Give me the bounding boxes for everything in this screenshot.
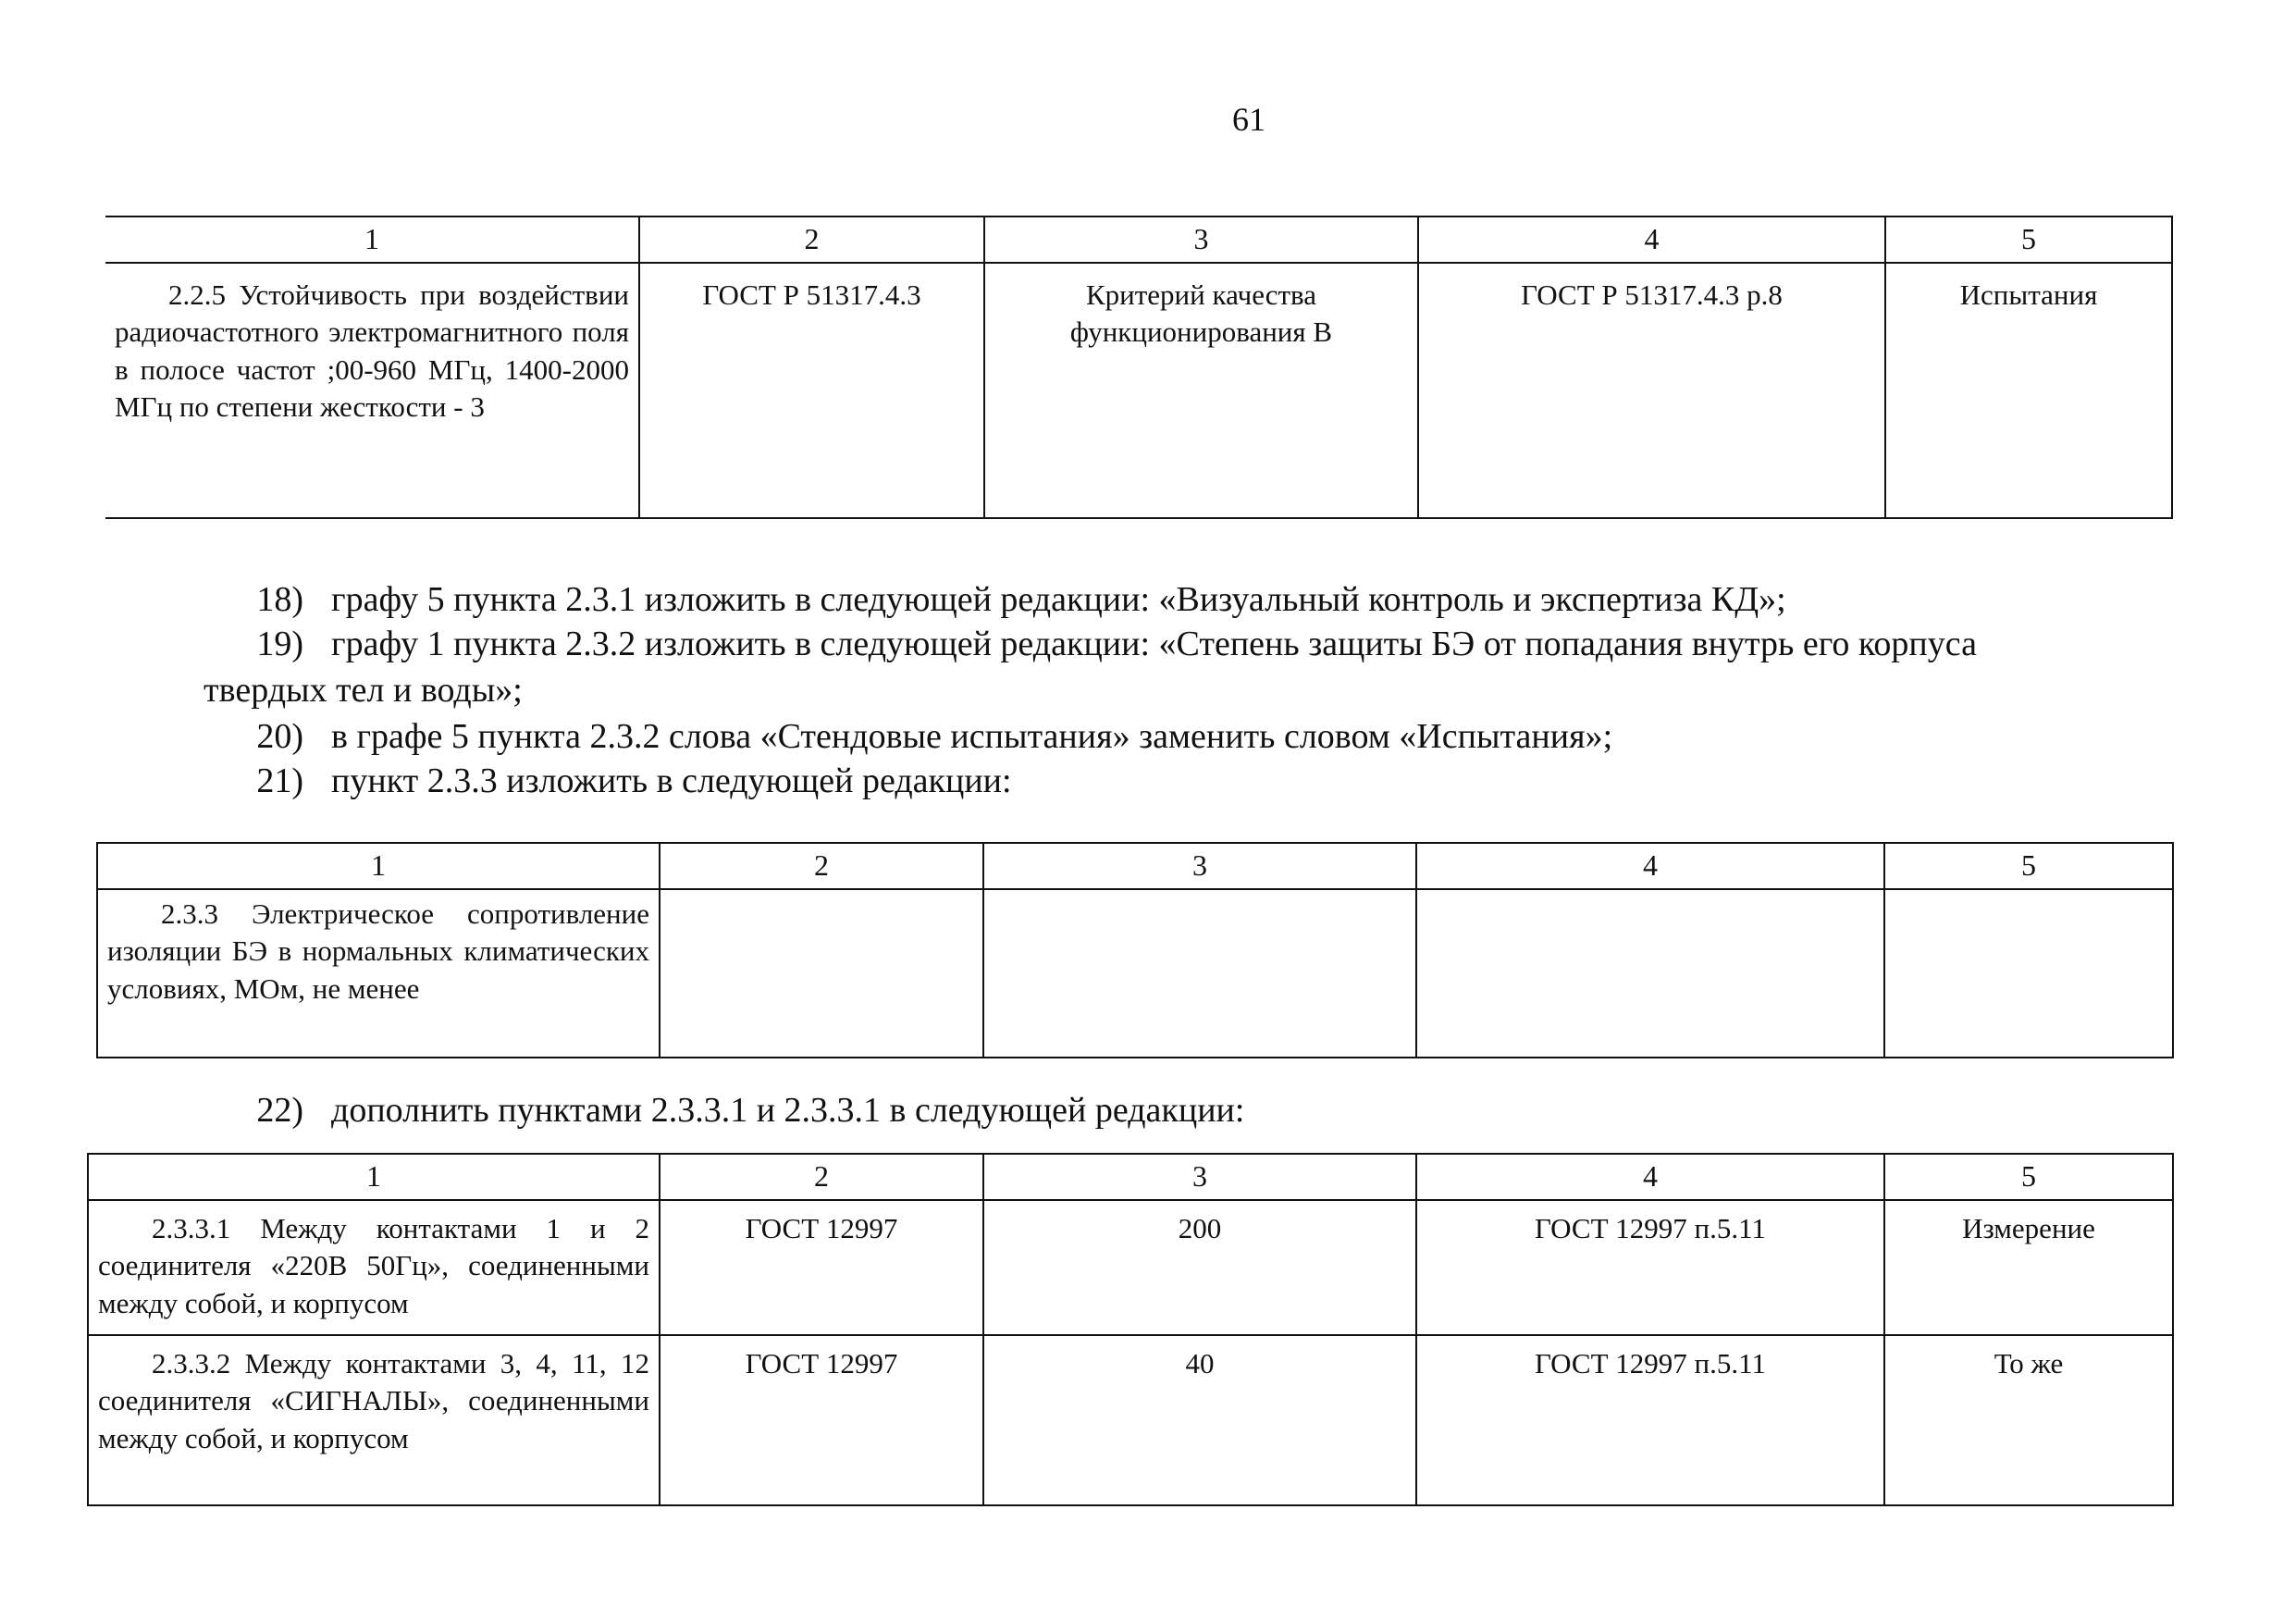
norm-cell: Критерий качества функционирования В bbox=[984, 263, 1418, 518]
requirements-table-1 bbox=[105, 216, 2173, 519]
method-cell: ГОСТ Р 51317.4.3 р.8 bbox=[1418, 263, 1885, 518]
header-cell: 2 bbox=[660, 843, 983, 889]
standard-cell bbox=[660, 889, 983, 1058]
paragraph-21 bbox=[211, 759, 1012, 803]
header-cell: 2 bbox=[639, 217, 984, 263]
method-cell: ГОСТ 12997 п.5.11 bbox=[1416, 1200, 1884, 1335]
header-cell: 5 bbox=[1884, 1154, 2173, 1200]
standard-cell: ГОСТ Р 51317.4.3 bbox=[639, 263, 984, 518]
method-cell bbox=[1416, 889, 1884, 1058]
header-cell: 1 bbox=[97, 843, 660, 889]
table-header-row bbox=[88, 1154, 2173, 1200]
paragraph-text: графу 5 пункта 2.3.1 изложить в следующей редакции: «Визуальный контроль и экспертиза КД»; bbox=[331, 580, 1786, 619]
paragraph-number: 18) bbox=[256, 580, 303, 619]
header-cell: 5 bbox=[1884, 843, 2173, 889]
paragraph-19 bbox=[211, 622, 1977, 666]
header-cell: 1 bbox=[88, 1154, 660, 1200]
header-cell: 4 bbox=[1416, 843, 1884, 889]
standard-cell: ГОСТ 12997 bbox=[660, 1200, 983, 1335]
header-cell: 3 bbox=[983, 1154, 1416, 1200]
paragraph-text: дополнить пунктами 2.3.3.1 и 2.3.3.1 в следующей редакции: bbox=[331, 1091, 1245, 1130]
paragraph-20 bbox=[211, 714, 1612, 759]
table-row bbox=[88, 1335, 2173, 1505]
paragraph-text: в графе 5 пункта 2.3.2 слова «Стендовые испытания» заменить словом «Испытания»; bbox=[331, 717, 1613, 756]
control-type-cell: Испытания bbox=[1885, 263, 2172, 518]
paragraph-number: 20) bbox=[256, 717, 303, 756]
header-cell: 5 bbox=[1885, 217, 2172, 263]
header-cell: 2 bbox=[660, 1154, 983, 1200]
paragraph-number: 19) bbox=[256, 625, 303, 663]
table-row bbox=[97, 889, 2173, 1058]
table-header-row bbox=[97, 843, 2173, 889]
header-cell: 4 bbox=[1418, 217, 1885, 263]
header-cell: 1 bbox=[105, 217, 639, 263]
paragraph-number: 22) bbox=[256, 1091, 303, 1130]
paragraph-19-continuation: твердых тел и воды»; bbox=[204, 671, 523, 710]
requirements-table-3 bbox=[87, 1153, 2174, 1506]
method-cell: ГОСТ 12997 п.5.11 bbox=[1416, 1335, 1884, 1505]
requirement-cell: 2.2.5 Устойчивость при воздействии радиочастотного электромагнитного поля в полосе частот ;00-960 МГц, 1400-2000 МГц по степени жесткости - 3 bbox=[105, 263, 639, 518]
paragraph-number: 21) bbox=[256, 761, 303, 800]
norm-cell bbox=[983, 889, 1416, 1058]
paragraph-text: графу 1 пункта 2.3.2 изложить в следующей редакции: «Степень защиты БЭ от попадания внутрь его корпуса bbox=[331, 625, 1977, 663]
requirements-table-2 bbox=[96, 842, 2174, 1058]
header-cell: 3 bbox=[984, 217, 1418, 263]
requirement-cell: 2.3.3.1 Между контактами 1 и 2 соединителя «220В 50Гц», соединенными между собой, и корпусом bbox=[88, 1200, 660, 1335]
norm-cell: 200 bbox=[983, 1200, 1416, 1335]
paragraph-22 bbox=[211, 1088, 1244, 1132]
header-cell: 3 bbox=[983, 843, 1416, 889]
standard-cell: ГОСТ 12997 bbox=[660, 1335, 983, 1505]
table-row bbox=[88, 1200, 2173, 1335]
requirement-cell: 2.3.3.2 Между контактами 3, 4, 11, 12 соединителя «СИГНАЛЫ», соединенными между собой, и корпусом bbox=[88, 1335, 660, 1505]
requirement-cell: 2.3.3 Электрическое сопротивление изоляции БЭ в нормальных климатических условиях, МОм, не менее bbox=[97, 889, 660, 1058]
page-number: 61 bbox=[1232, 101, 1265, 138]
paragraph-text: пункт 2.3.3 изложить в следующей редакции: bbox=[331, 761, 1012, 800]
table-row bbox=[105, 263, 2172, 518]
table-header-row bbox=[105, 217, 2172, 263]
paragraph-18 bbox=[211, 577, 1786, 622]
control-type-cell bbox=[1884, 889, 2173, 1058]
control-type-cell: То же bbox=[1884, 1335, 2173, 1505]
norm-cell: 40 bbox=[983, 1335, 1416, 1505]
header-cell: 4 bbox=[1416, 1154, 1884, 1200]
control-type-cell: Измерение bbox=[1884, 1200, 2173, 1335]
